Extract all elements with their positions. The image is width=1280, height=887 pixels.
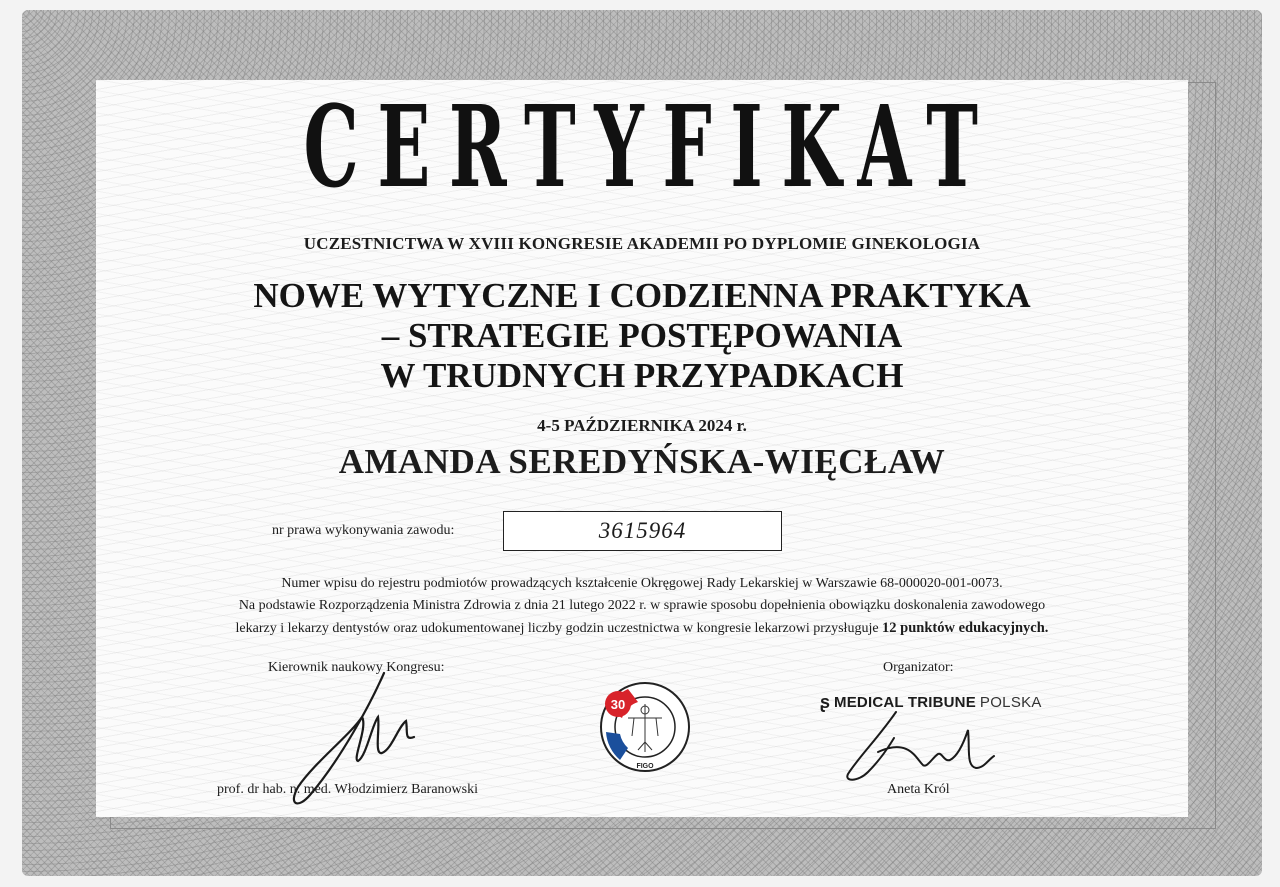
organizer-label: Organizator: (883, 660, 954, 675)
points-paragraph-line (96, 617, 1188, 640)
topic-line-1: NOWE WYTYCZNE I CODZIENNA PRAKTYKA (253, 276, 1031, 315)
ptgip-seal-icon (598, 680, 692, 774)
license-number: 3615964 (598, 518, 687, 543)
logo-brand-light: POLSKA (979, 693, 1042, 711)
certificate-subtitle: UCZESTNICTWA W XVIII KONGRESIE AKADEMII PO DYPLOMIE GINEKOLOGIA (303, 234, 981, 253)
logo-brand-bold: MEDICAL TRIBUNE (834, 693, 976, 711)
seal-anniversary: 30 (610, 697, 626, 712)
seal-figo-text: FIGO (636, 763, 654, 770)
topic-line-3: W TRUDNYCH PRZYPADKACH (380, 356, 904, 395)
license-label: nr prawa wykonywania zawodu: (272, 523, 455, 538)
regulation-paragraph-line: Na podstawie Rozporządzenia Ministra Zdrowia z dnia 21 lutego 2022 r. w sprawie sposobu dopełnienia obowiązku doskonalenia zawodowego (238, 598, 1046, 613)
organizer-name: Aneta Król (887, 782, 950, 797)
event-date: 4-5 PAŹDZIERNIKA 2024 r. (537, 416, 747, 435)
points-paragraph-prefix: lekarzy i lekarzy dentystów oraz udokumentowanej liczby godzin uczestnictwa w kongresie lekarzowi przysługuje (235, 621, 879, 636)
certificate-title: CERTYFIKAT (303, 82, 997, 213)
topic-line-2: – STRATEGIE POSTĘPOWANIA (381, 316, 903, 355)
education-points: 12 punktów edukacyjnych. (882, 620, 1049, 636)
recipient-name: AMANDA SEREDYŃSKA-WIĘCŁAW (338, 442, 946, 481)
license-number-box (503, 511, 782, 551)
registry-paragraph: Numer wpisu do rejestru podmiotów prowadzących kształcenie Okręgowej Rady Lekarskiej w Warszawie 68-000020-001-0073. (281, 576, 1003, 591)
scientific-head-label: Kierownik naukowy Kongresu: (268, 660, 445, 675)
organizer-signature (838, 708, 998, 788)
caduceus-icon: ʂ (820, 691, 831, 712)
scientific-head-name: prof. dr hab. n. med. Włodzimierz Baranowski (217, 782, 479, 797)
